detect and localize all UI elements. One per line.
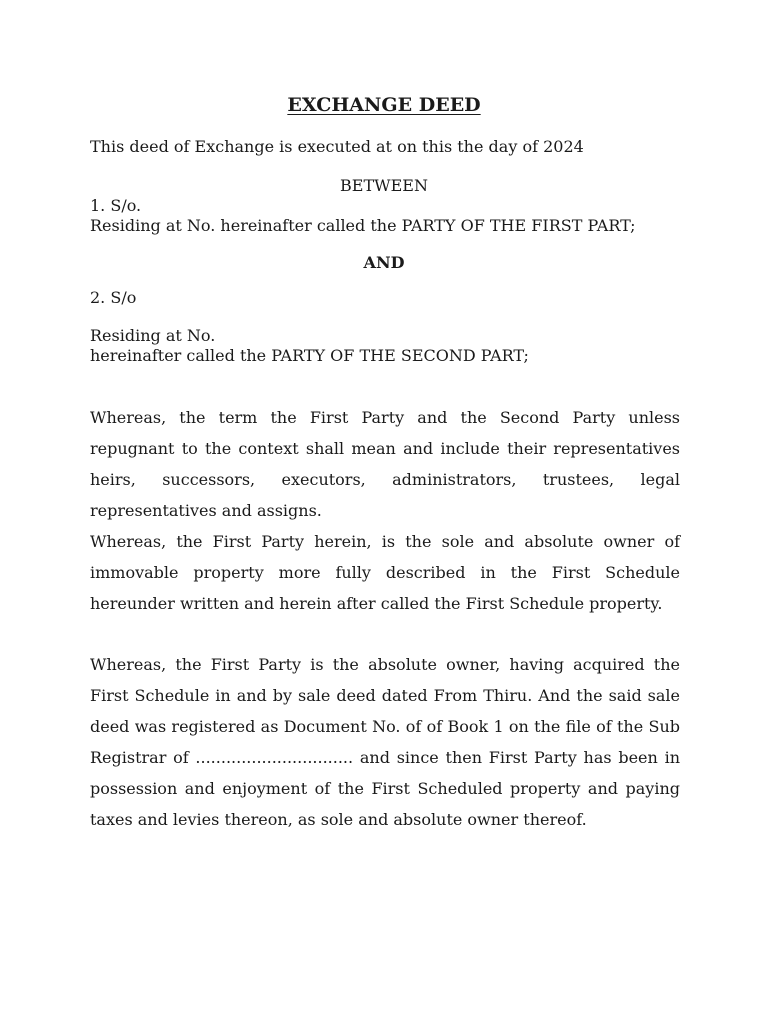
party1-name-line: 1. S/o. [90,196,142,215]
between-heading: BETWEEN [340,176,428,195]
and-heading: AND [363,253,405,272]
paragraph-definitions: Whereas, the term the First Party and the Second Party unless repugnant to the context shall mean and include their representatives heirs, successors, executors, administrators, trustees, legal representatives and assigns. [90,408,680,520]
paragraph-ownership: Whereas, the First Party herein, is the sole and absolute owner of immovable property more fully described in the First Schedule hereunder written and herein after called the First Schedule property. [90,532,680,613]
party2-name-line: 2. S/o [90,288,137,307]
intro-line: This deed of Exchange is executed at on this the day of 2024 [90,137,584,156]
party2-called-line: hereinafter called the PARTY OF THE SECOND PART; [90,346,529,365]
document-title: EXCHANGE DEED [287,94,481,116]
party2-residence-line: Residing at No. [90,326,216,345]
paragraph-acquisition: Whereas, the First Party is the absolute owner, having acquired the First Schedule in and by sale deed dated From Thiru. And the said sale deed was registered as Document No. of of Book 1 on the file of the Sub Registrar of ............................... and since then First Party has been in possession and enjoyment of the First Scheduled property and paying taxes and levies thereon, as sole and absolute owner thereof. [90,655,680,829]
party1-residence-line: Residing at No. hereinafter called the PARTY OF THE FIRST PART; [90,216,636,235]
